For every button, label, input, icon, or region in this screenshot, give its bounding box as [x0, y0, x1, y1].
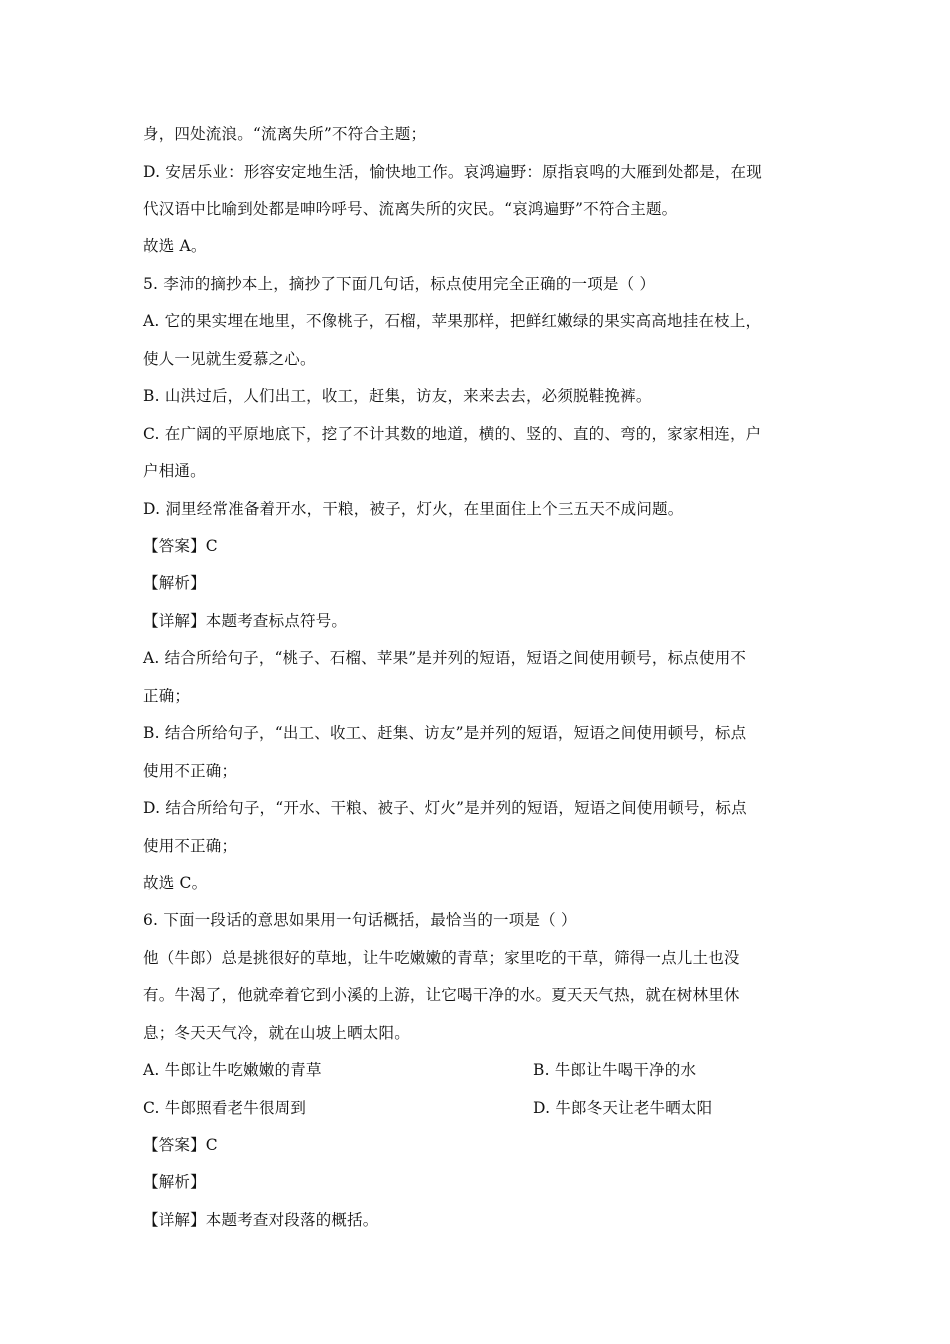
option-c: C. 在广阔的平原地底下，挖了不计其数的地道，横的、竖的、直的、弯的，家家相连，户 [143, 425, 762, 443]
option-a: A. 牛郎让牛吃嫩嫩的青草 [143, 1061, 322, 1079]
option-a: A. 它的果实埋在地里，不像桃子，石榴，苹果那样，把鲜红嫩绿的果实高高地挂在枝上， [143, 312, 762, 330]
detail-label: 【详解】本题考查标点符号。 [143, 612, 348, 630]
text-line: 使用不正确； [143, 762, 238, 780]
option-d: D. 牛郎冬天让老牛晒太阳 [533, 1099, 713, 1117]
option-d: D. 洞里经常准备着开水，干粮，被子，灯火，在里面住上个三五天不成问题。 [143, 500, 684, 518]
option-b: B. 山洪过后，人们出工，收工，赶集，访友，来来去去，必须脱鞋挽裤。 [143, 387, 652, 405]
text-line: 故选 C。 [143, 874, 208, 892]
detail-label: 【详解】本题考查对段落的概括。 [143, 1211, 379, 1229]
text-line: 户相通。 [143, 462, 206, 480]
text-line: 代汉语中比喻到处都是呻吟呼号、流离失所的灾民。“哀鸿遍野”不符合主题。 [143, 200, 678, 218]
text-line: D. 安居乐业：形容安定地生活，愉快地工作。哀鸿遍野：原指哀鸣的大雁到处都是，在现 [143, 163, 762, 181]
text-line: 使人一见就生爱慕之心。 [143, 350, 316, 368]
answer-label: 【答案】C [143, 1136, 218, 1154]
text-line: 使用不正确； [143, 837, 238, 855]
option-b: B. 牛郎让牛喝干净的水 [533, 1061, 697, 1079]
option-c: C. 牛郎照看老牛很周到 [143, 1099, 307, 1117]
passage-line: 他（牛郎）总是挑很好的草地，让牛吃嫩嫩的青草；家里吃的干草，筛得一点儿土也没 [143, 949, 740, 967]
text-line: B. 结合所给句子，“出工、收工、赶集、访友”是并列的短语，短语之间使用顿号，标点 [143, 724, 747, 742]
analysis-label: 【解析】 [143, 574, 206, 592]
text-line: D. 结合所给句子，“开水、干粮、被子、灯火”是并列的短语，短语之间使用顿号，标点 [143, 799, 747, 817]
passage-line: 有。牛渴了，他就牵着它到小溪的上游，让它喝干净的水。夏天天气热，就在树林里休 [143, 986, 740, 1004]
question-6-stem: 6. 下面一段话的意思如果用一句话概括，最恰当的一项是（ ） [143, 911, 577, 929]
question-5-stem: 5. 李沛的摘抄本上，摘抄了下面几句话，标点使用完全正确的一项是（ ） [143, 275, 656, 293]
analysis-label: 【解析】 [143, 1173, 206, 1191]
text-line: 正确； [143, 687, 191, 705]
text-line: 身，四处流浪。“流离失所”不符合主题； [143, 125, 427, 143]
text-line: 故选 A。 [143, 237, 207, 255]
passage-line: 息；冬天天气冷，就在山坡上晒太阳。 [143, 1024, 410, 1042]
text-line: A. 结合所给句子，“桃子、石榴、苹果”是并列的短语，短语之间使用顿号，标点使用不 [143, 649, 747, 667]
answer-label: 【答案】C [143, 537, 218, 555]
